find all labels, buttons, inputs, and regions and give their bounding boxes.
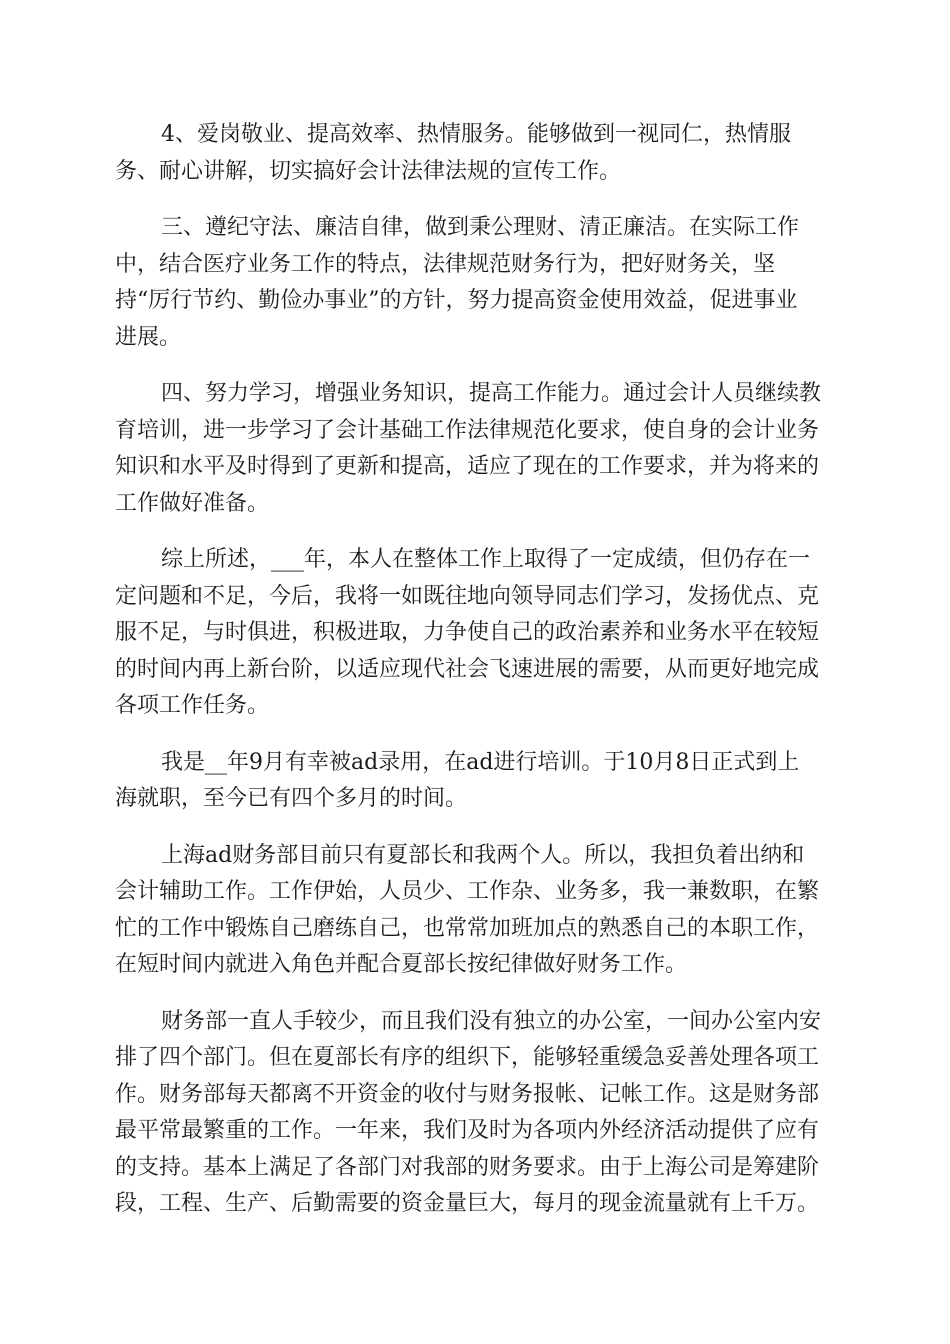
text-line: 海就职，至今已有四个多月的时间。 [115,786,468,811]
text-line: 在短时间内就进入角色并配合夏部长按纪律做好财务工作。 [115,952,688,977]
text-line: 最平常最繁重的工作。一年来，我们及时为各项内外经济活动提供了应有 [115,1118,820,1143]
text-line: 段，工程、生产、后勤需要的资金量巨大，每月的现金流量就有上千万。 [115,1191,820,1216]
text-line: 知识和水平及时得到了更新和提高，适应了现在的工作要求，并为将来的 [115,454,820,479]
text-line: 综上所述，___年，本人在整体工作上取得了一定成绩，但仍存在一 [161,547,811,572]
paragraph-3 [115,376,835,522]
text-line: 持“厉行节约、勤俭办事业”的方针，努力提高资金使用效益，促进事业 [115,288,798,313]
text-line: 工作做好准备。 [115,490,270,516]
text-line: 三、遵纪守法、廉洁自律，做到秉公理财、清正廉洁。在实际工作 [161,215,800,240]
paragraph-2 [115,210,835,356]
paragraph-1 [115,117,835,190]
text-line: 忙的工作中锻炼自己磨练自己，也常常加班加点的熟悉自己的本职工作， [115,915,820,941]
text-line: 的支持。基本上满足了各部门对我部的财务要求。由于上海公司是筹建阶 [115,1154,820,1180]
text-line: 4、爱岗敬业、提高效率、热情服务。能够做到一视同仁，热情服 [161,122,791,147]
text-line: 四、努力学习，增强业务知识，提高工作能力。通过会计人员继续教 [161,381,822,406]
text-line: 会计辅助工作。工作伊始，人员少、工作杂、业务多，我一兼数职，在繁 [115,879,820,904]
paragraph-4 [115,542,835,725]
text-line: 上海ad财务部目前只有夏部长和我两个人。所以，我担负着出纳和 [161,842,805,868]
text-line: 我是__年9月有幸被ad录用，在ad进行培训。于10月8日正式到上 [161,749,800,775]
text-line: 服不足，与时俱进，积极进取，力争使自己的政治素养和业务水平在较短 [115,620,820,645]
paragraph-5 [115,745,835,818]
text-line: 财务部一直人手较少，而且我们没有独立的办公室，一间办公室内安 [161,1008,822,1034]
text-line: 作。财务部每天都离不开资金的收付与财务报帐、记帐工作。这是财务部 [115,1081,820,1107]
text-line: 排了四个部门。但在夏部长有序的组织下，能够轻重缓急妥善处理各项工 [115,1045,820,1070]
text-line: 各项工作任务。 [115,693,270,718]
text-line: 进展。 [115,324,182,350]
text-line: 定问题和不足，今后，我将一如既往地向领导同志们学习，发扬优点、克 [115,583,820,609]
text-line: 育培训，进一步学习了会计基础工作法律规范化要求，使自身的会计业务 [115,417,820,443]
paragraph-6 [115,838,835,984]
document-page [115,117,835,1243]
paragraph-7 [115,1004,835,1223]
text-line: 中，结合医疗业务工作的特点，法律规范财务行为，把好财务关，坚 [115,251,776,277]
text-line: 的时间内再上新台阶，以适应现代社会飞速进展的需要，从而更好地完成 [115,656,820,682]
text-line: 务、耐心讲解，切实搞好会计法律法规的宣传工作。 [115,158,622,184]
